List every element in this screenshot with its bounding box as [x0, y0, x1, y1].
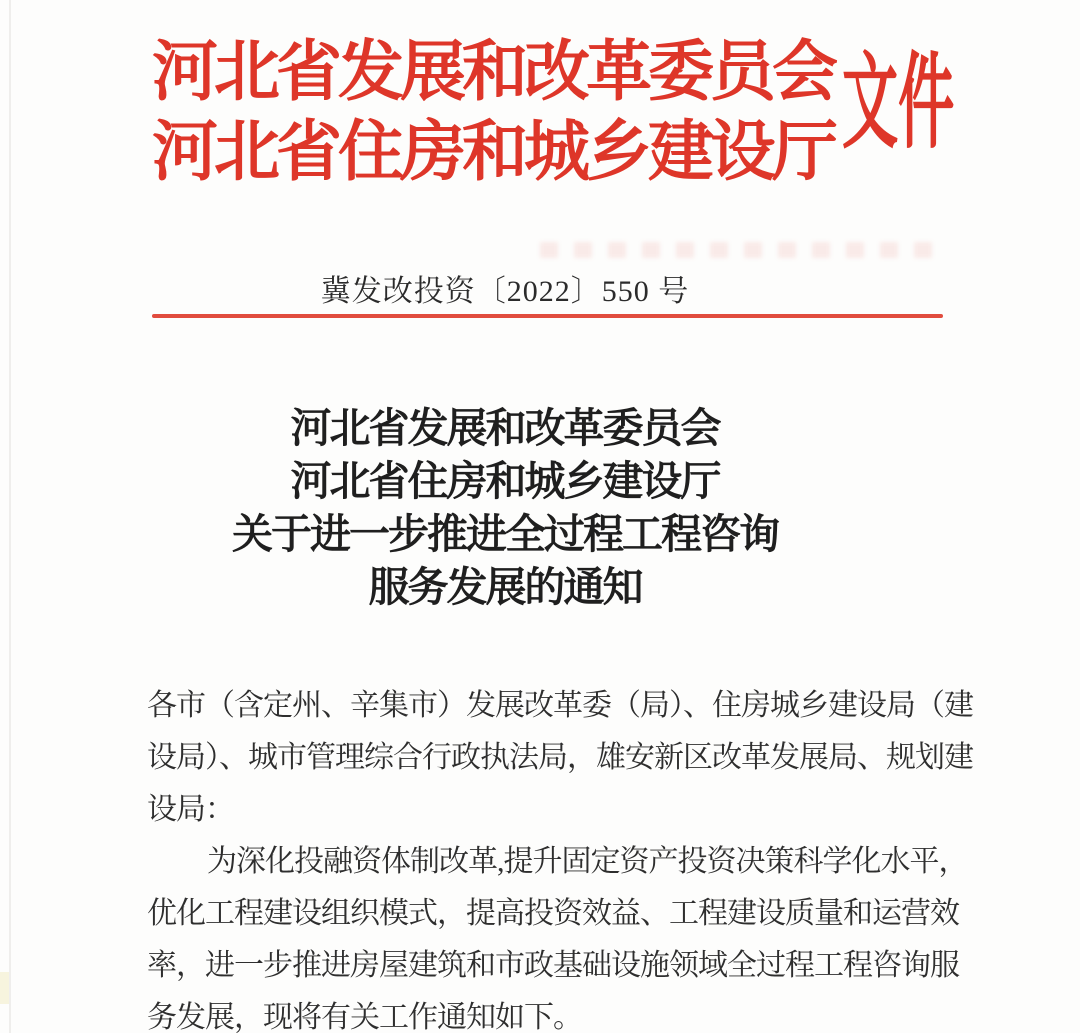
body-text-line: 率，进一步推进房屋建筑和市政基础设施领域全过程工程咨询服 — [147, 949, 959, 982]
letterhead-agency-line2: 河北省住房和城乡建设厅 — [152, 116, 834, 189]
body-text-line: 为深化投融资体制改革,提升固定资产投资决策科学化水平， — [207, 845, 968, 878]
title-line2: 河北省住房和城乡建设厅 — [290, 458, 720, 504]
body-text-line: 务发展，现将有关工作通知如下。 — [147, 1001, 582, 1033]
body-text-line: 各市（含定州、辛集市）发展改革委（局）、住房城乡建设局（建 — [147, 689, 973, 722]
document-title — [95, 402, 915, 614]
addressees-paragraph — [147, 680, 975, 836]
letterhead — [152, 33, 852, 193]
scan-artifact-smudge — [0, 972, 9, 1004]
doc-number: 冀发改投资〔2022〕550 号 — [320, 275, 690, 308]
title-line1: 河北省发展和改革委员会 — [290, 405, 720, 451]
body-text-line: 设局： — [147, 793, 234, 826]
letterhead-agency-line1: 河北省发展和改革委员会 — [152, 36, 834, 109]
scan-artifact-line — [9, 0, 11, 1033]
intro-paragraph — [147, 836, 975, 1033]
title-line4: 服务发展的通知 — [368, 564, 642, 610]
body-text-line: 设局）、城市管理综合行政执法局，雄安新区改革发展局、规划建 — [147, 741, 973, 774]
document-body — [147, 680, 975, 1033]
body-text-line: 优化工程建设组织模式，提高投资效益、工程建设质量和运营效 — [147, 897, 959, 930]
title-line3: 关于进一步推进全过程工程咨询 — [232, 511, 778, 557]
doc-type-label: 文件 — [842, 46, 955, 161]
ink-bleedthrough — [540, 242, 940, 258]
red-divider — [152, 314, 943, 318]
